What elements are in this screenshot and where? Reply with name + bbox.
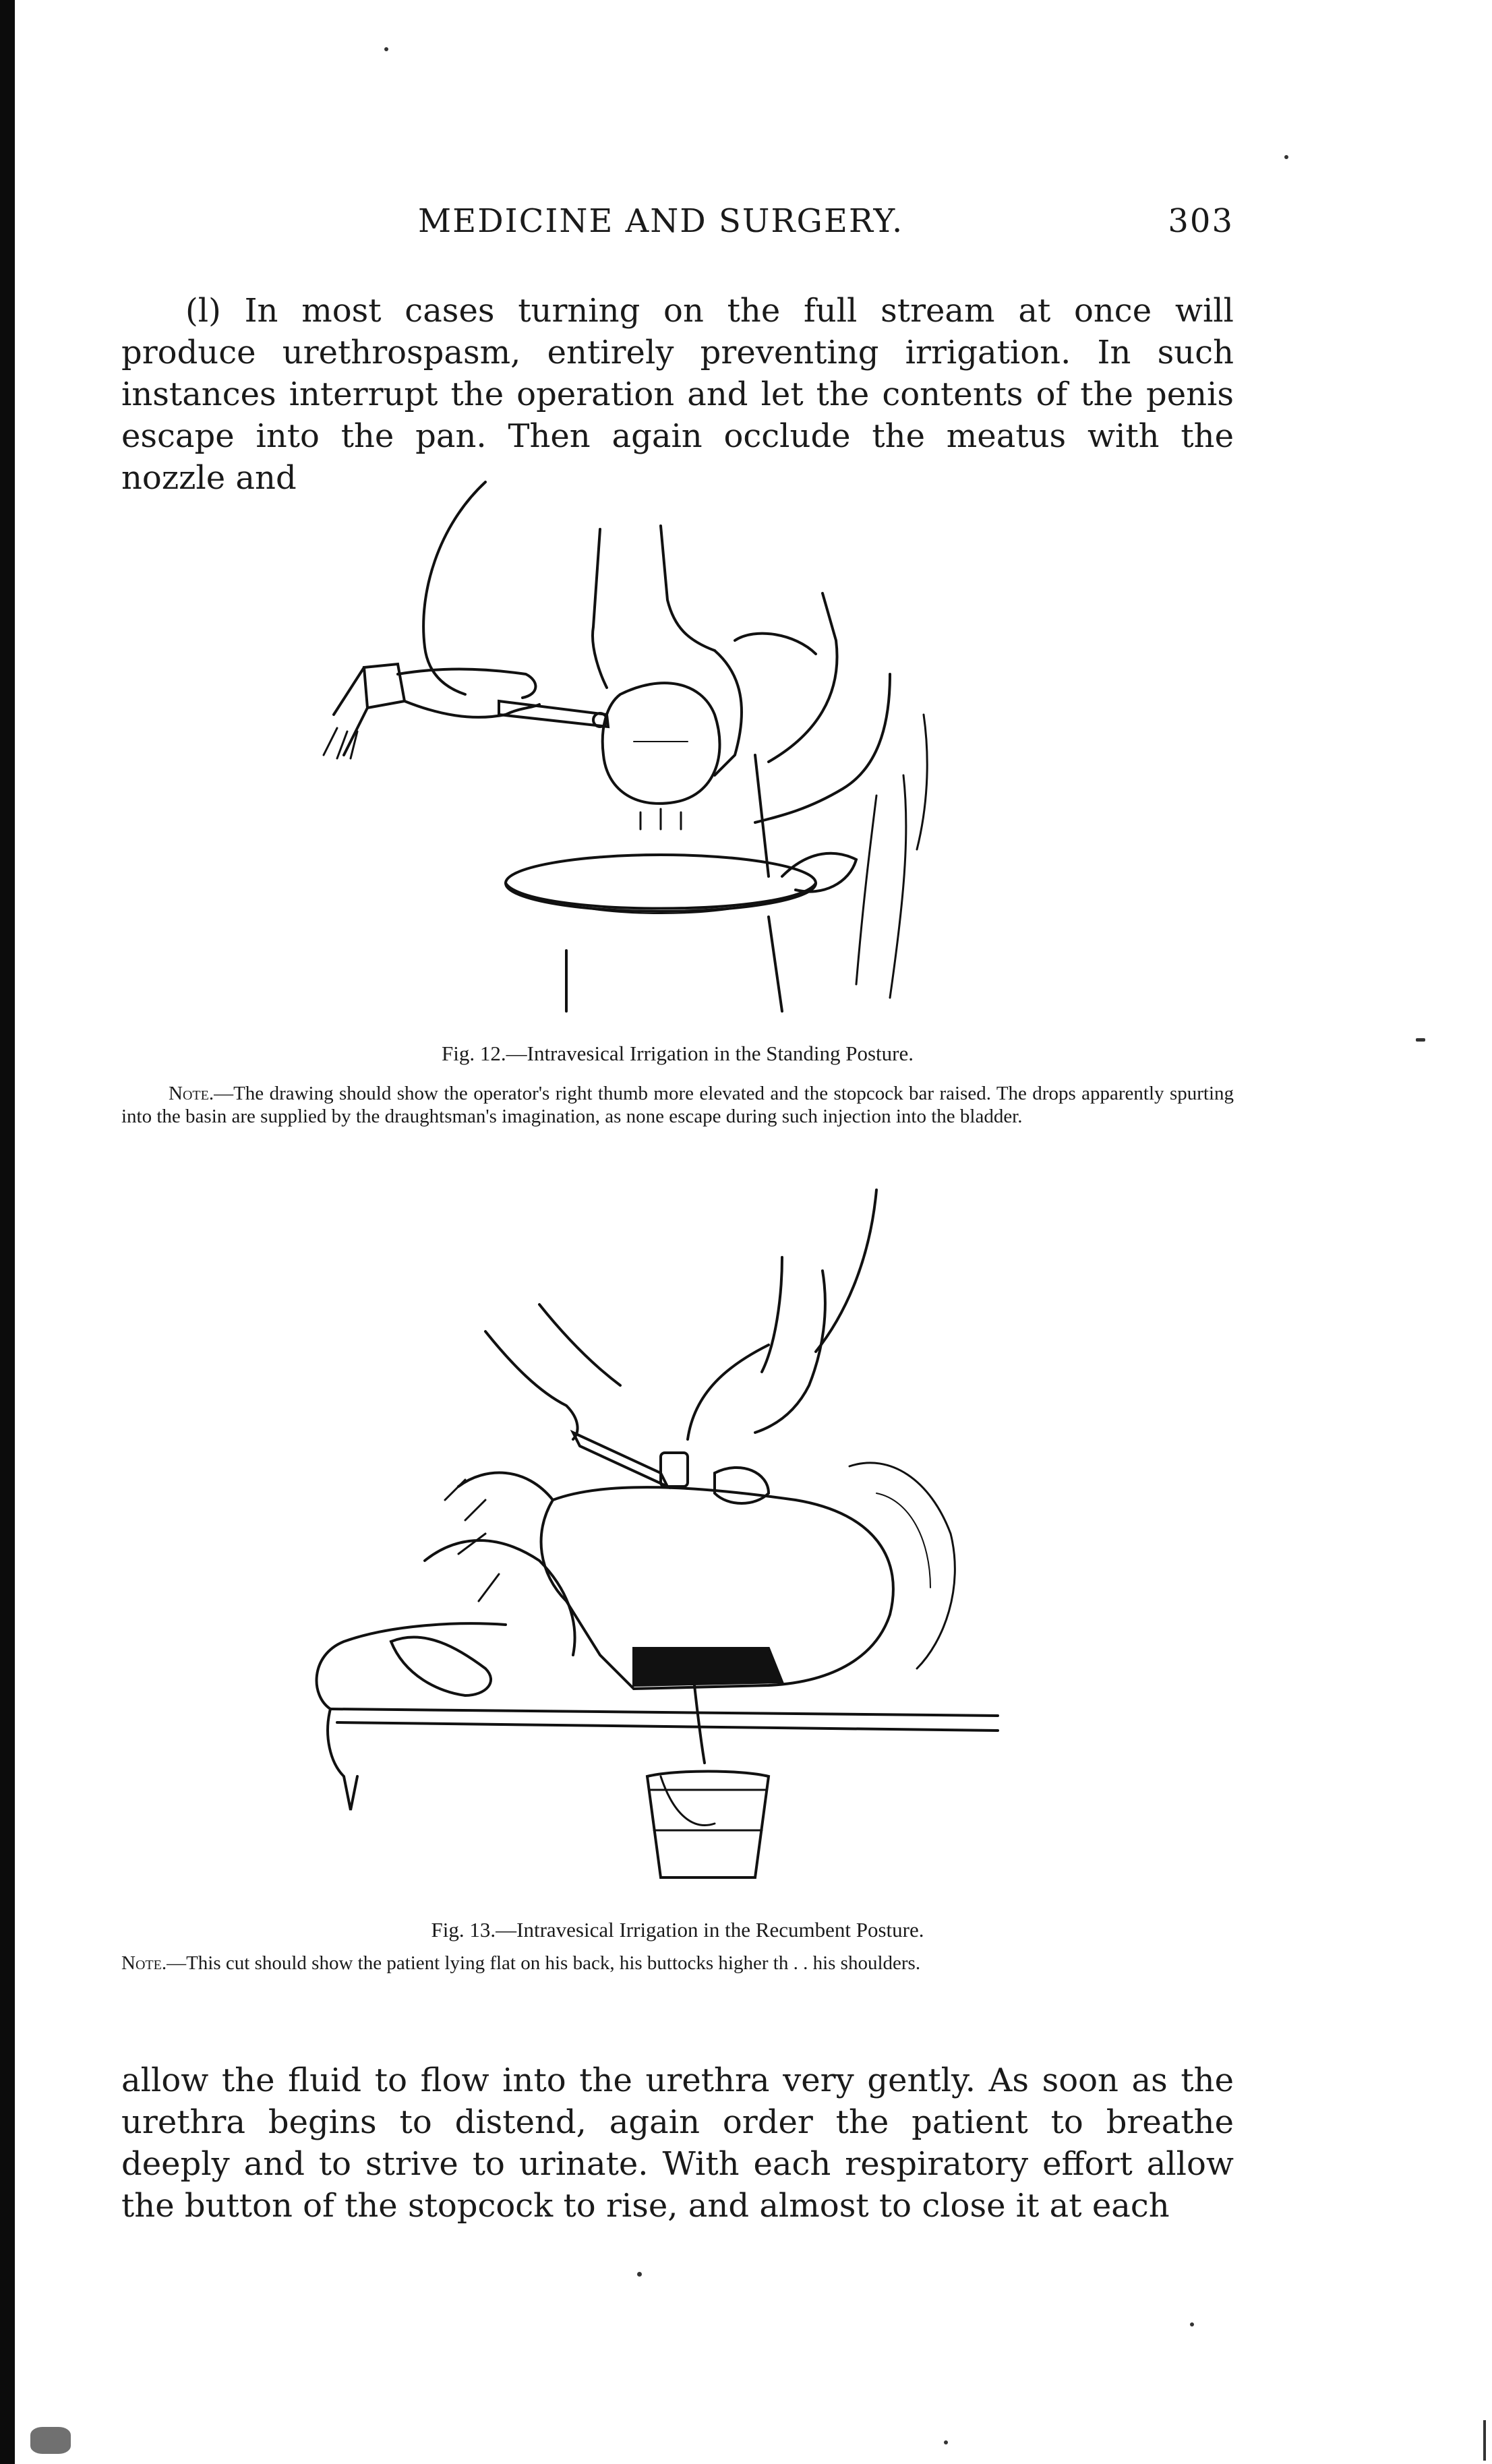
scan-speck: [944, 2440, 948, 2444]
figure-13-note: [121, 1952, 1234, 1975]
page-number: 303: [1168, 202, 1234, 240]
figure-13-note-label: Note.: [121, 1952, 167, 1974]
scan-smudge: [30, 2427, 71, 2454]
scan-edge-mark: [1483, 2420, 1486, 2461]
figure-12-illustration: [283, 472, 1247, 1038]
page-header: [121, 202, 1234, 249]
figure-13-note-text: —This cut should show the patient lying flat on his back, his buttocks higher th . . his shoulders.: [167, 1952, 921, 1974]
figure-12-note-label: Note.: [169, 1083, 214, 1104]
scan-speck: [384, 47, 388, 51]
scan-speck: [1284, 155, 1288, 159]
scan-edge-shadow: [0, 0, 15, 2464]
figure-13-caption: Fig. 13.—Intravesical Irrigation in the Recumbent Posture.: [431, 1918, 924, 1942]
figure-13-illustration: [283, 1183, 1247, 1898]
figure-12-note: [121, 1082, 1234, 1128]
scan-speck: [637, 2272, 642, 2277]
running-title: MEDICINE AND SURGERY.: [418, 202, 904, 240]
scan-speck: [1416, 1038, 1425, 1042]
figure-12-note-text: —The drawing should show the operator's right thumb more elevated and the stopcock bar raised. The drops apparently spurting into the basin are supplied by the draughtsman's imagination, as none escape during such injection into the bladder.: [121, 1083, 1234, 1127]
paragraph-top: (l) In most cases turning on the full stream at once will produce urethrospasm, entirely preventing irrigation. In such instances interrupt the operation and let the contents of the penis escape into the pan. Then again occlude the meatus with the nozzle and: [121, 292, 1234, 497]
figure-12-caption: Fig. 12.—Intravesical Irrigation in the Standing Posture.: [442, 1042, 914, 1065]
scan-speck: [1190, 2322, 1194, 2326]
paragraph-bottom: allow the fluid to flow into the urethra very gently. As soon as the urethra begins to distend, again order the patient to breathe deeply and to strive to urinate. With each respiratory effort allow the button of the stopcock to rise, and almost to close it at each: [121, 2062, 1234, 2225]
